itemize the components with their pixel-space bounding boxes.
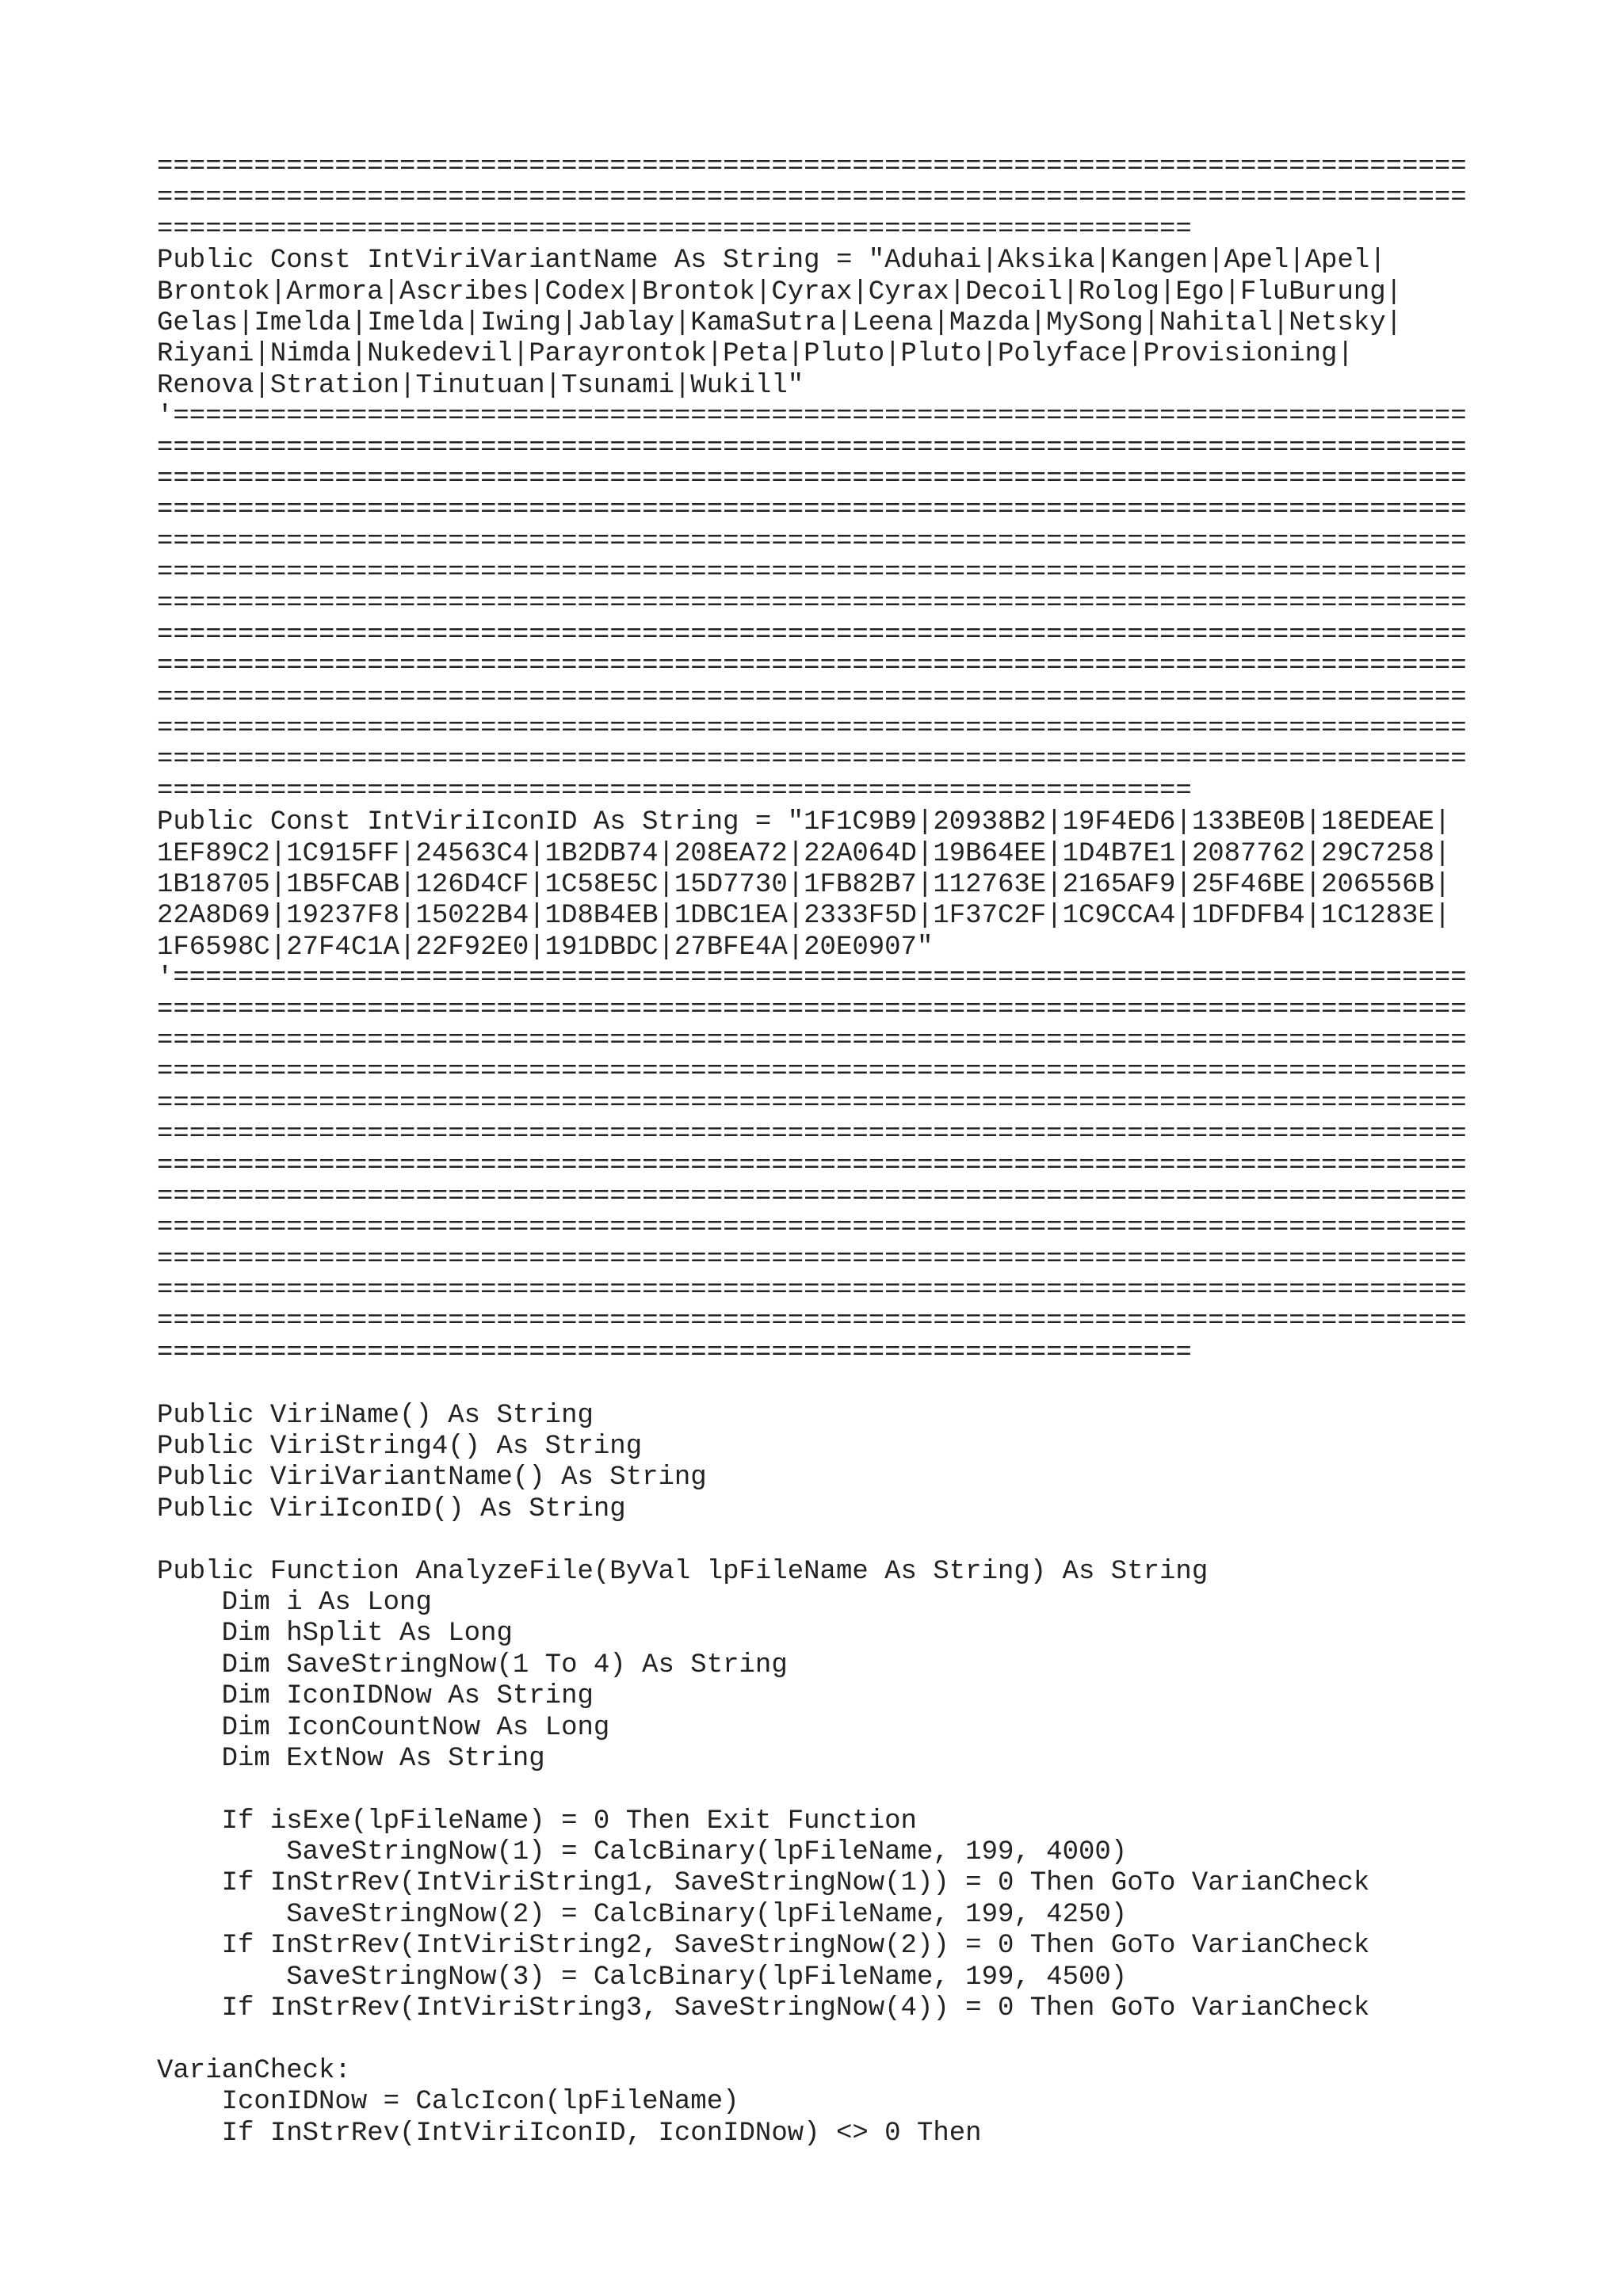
code-line: ================================================================================= xyxy=(157,1025,1467,1056)
code-line: Renova|Stration|Tinutuan|Tsunami|Wukill" xyxy=(157,370,804,401)
code-line: If isExe(lpFileName) = 0 Then Exit Function xyxy=(157,1806,917,1836)
code-line: Public Function AnalyzeFile(ByVal lpFileName As String) As String xyxy=(157,1556,1209,1587)
code-line: ================================================================================= xyxy=(157,682,1467,713)
code-line: Public Const IntViriIconID As String = "1F1C9B9|20938B2|19F4ED6|133BE0B|18EDEAE| xyxy=(157,807,1451,838)
code-line: ================================================================================= xyxy=(157,495,1467,526)
code-line: IconIDNow = CalcIcon(lpFileName) xyxy=(157,2087,739,2118)
code-line xyxy=(157,2024,1467,2055)
code-line: SaveStringNow(2) = CalcBinary(lpFileName, 199, 4250) xyxy=(157,1899,1128,1930)
code-line: 1EF89C2|1C915FF|24563C4|1B2DB74|208EA72|22A064D|19B64EE|1D4B7E1|2087762|29C7258| xyxy=(157,838,1451,869)
code-line: ================================================================================= xyxy=(157,463,1467,494)
code-line: ================================================================================= xyxy=(157,1213,1467,1244)
code-line: ================================================================================= xyxy=(157,152,1467,182)
code-line: ================================================================ xyxy=(157,214,1192,245)
code-line: Public ViriName() As String xyxy=(157,1400,594,1431)
code-line: Riyani|Nimda|Nukedevil|Parayrontok|Peta|Pluto|Pluto|Polyface|Provisioning| xyxy=(157,339,1354,370)
code-line: ================================================================================= xyxy=(157,620,1467,650)
code-line: VarianCheck: xyxy=(157,2055,351,2086)
code-line: Public ViriIconID() As String xyxy=(157,1493,626,1524)
code-line: ================================================================================= xyxy=(157,558,1467,589)
code-line: ================================================================================= xyxy=(157,651,1467,682)
code-line: If InStrRev(IntViriString3, SaveStringNow(4)) = 0 Then GoTo VarianCheck xyxy=(157,1993,1370,2024)
code-line: If InStrRev(IntViriString2, SaveStringNow(2)) = 0 Then GoTo VarianCheck xyxy=(157,1931,1370,1962)
code-line: ================================================================================= xyxy=(157,589,1467,620)
code-line: ================================================================================= xyxy=(157,1181,1467,1212)
code-line: Dim i As Long xyxy=(157,1587,432,1618)
code-line: ================================================================================= xyxy=(157,994,1467,1025)
code-line: Dim IconIDNow As String xyxy=(157,1681,594,1712)
code-line: Dim ExtNow As String xyxy=(157,1743,545,1774)
code-line: ================================================================ xyxy=(157,1337,1192,1368)
code-line: ================================================================================= xyxy=(157,1119,1467,1150)
code-line: Dim SaveStringNow(1 To 4) As String xyxy=(157,1650,788,1680)
code-line: 22A8D69|19237F8|15022B4|1D8B4EB|1DBC1EA|2333F5D|1F37C2F|1C9CCA4|1DFDFB4|1C1283E| xyxy=(157,901,1451,932)
code-line: ================================================================================= xyxy=(157,183,1467,214)
code-line: ================================================================================= xyxy=(157,1306,1467,1337)
code-line: ================================================================================= xyxy=(157,433,1467,463)
code-line: Public ViriString4() As String xyxy=(157,1432,643,1463)
code-line: '================================================================================ xyxy=(157,402,1467,433)
code-line: 1B18705|1B5FCAB|126D4CF|1C58E5C|15D7730|1FB82B7|112763E|2165AF9|25F46BE|206556B| xyxy=(157,869,1451,900)
code-listing xyxy=(157,152,1467,2149)
code-line: ================================================================================= xyxy=(157,1057,1467,1088)
code-line: ================================================================================= xyxy=(157,1244,1467,1275)
code-line: Dim hSplit As Long xyxy=(157,1619,513,1650)
code-line: Public Const IntViriVariantName As String = "Aduhai|Aksika|Kangen|Apel|Apel| xyxy=(157,246,1386,277)
code-line: If InStrRev(IntViriIconID, IconIDNow) <> 0 Then xyxy=(157,2118,982,2149)
code-line: SaveStringNow(3) = CalcBinary(lpFileName, 199, 4500) xyxy=(157,1962,1128,1993)
code-line: ================================================================ xyxy=(157,776,1192,807)
code-line: ================================================================================= xyxy=(157,745,1467,776)
code-line: ================================================================================= xyxy=(157,714,1467,745)
code-line: If InStrRev(IntViriString1, SaveStringNow(1)) = 0 Then GoTo VarianCheck xyxy=(157,1868,1370,1899)
code-line: SaveStringNow(1) = CalcBinary(lpFileName, 199, 4000) xyxy=(157,1837,1128,1868)
code-line: Gelas|Imelda|Imelda|Iwing|Jablay|KamaSutra|Leena|Mazda|MySong|Nahital|Netsky| xyxy=(157,307,1403,338)
code-line: '================================================================================ xyxy=(157,963,1467,994)
code-line: ================================================================================= xyxy=(157,1276,1467,1306)
code-line xyxy=(157,1525,1467,1556)
code-line: Dim IconCountNow As Long xyxy=(157,1712,610,1743)
code-line: Brontok|Armora|Ascribes|Codex|Brontok|Cyrax|Cyrax|Decoil|Rolog|Ego|FluBurung| xyxy=(157,277,1403,307)
code-line: ================================================================================= xyxy=(157,526,1467,557)
code-line: 1F6598C|27F4C1A|22F92E0|191DBDC|27BFE4A|20E0907" xyxy=(157,932,934,963)
code-line xyxy=(157,1369,1467,1400)
code-line: ================================================================================= xyxy=(157,1150,1467,1181)
code-line xyxy=(157,1775,1467,1806)
code-line: ================================================================================= xyxy=(157,1088,1467,1119)
code-line: Public ViriVariantName() As String xyxy=(157,1463,707,1493)
